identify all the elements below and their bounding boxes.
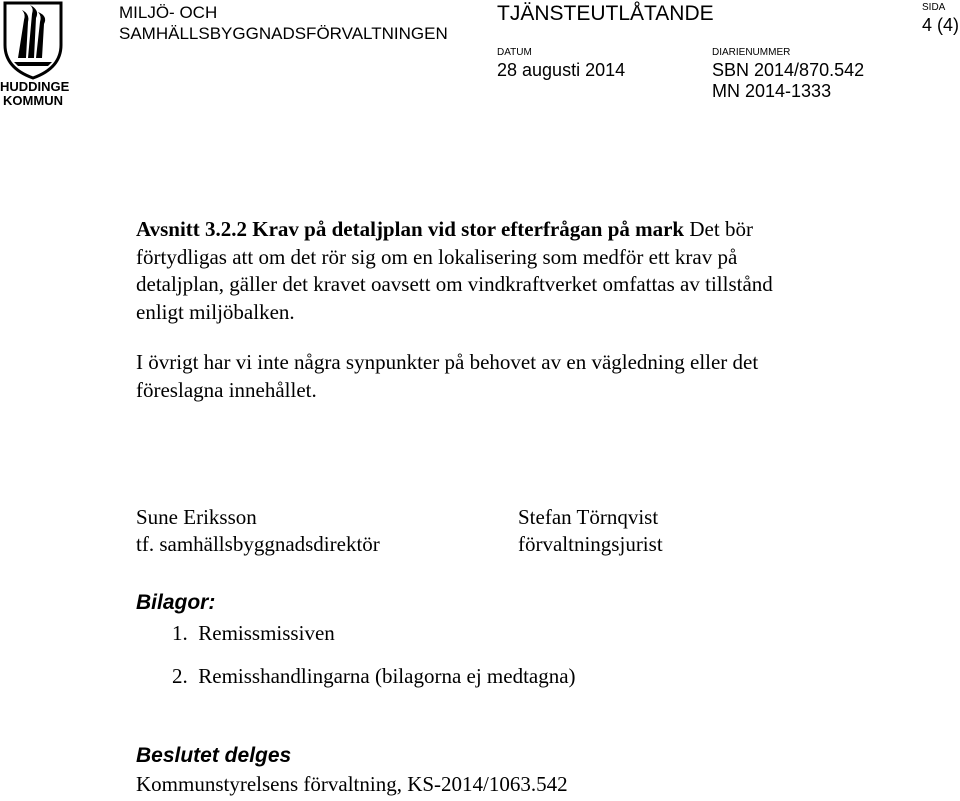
attachments-heading: Bilagor:: [136, 591, 216, 614]
page-label: SIDA: [922, 2, 946, 13]
paragraph-1-text: Det bör förtydligas att om det rör sig om en lokalisering som medför ett krav på detaljplan, gäller det kravet oavsett om vindkraftverket omfattas av tillstånd enligt miljöbalken.: [136, 217, 773, 324]
logo-text-line1: HUDDINGE: [0, 79, 70, 94]
department-line2: SAMHÄLLSBYGGNADSFÖRVALTNINGEN: [119, 24, 448, 43]
paragraph-ovrigt: I övrigt har vi inte några synpunkter på behovet av en vägledning eller det föreslagna innehållet.: [136, 350, 759, 402]
diarie-number-1: SBN 2014/870.542: [712, 60, 865, 80]
decision-recipient: Kommunstyrelsens förvaltning, KS-2014/1063.542: [136, 772, 568, 796]
logo-text-line2: KOMMUN: [3, 93, 63, 108]
date-value: 28 augusti 2014: [497, 60, 626, 80]
document-type: TJÄNSTEUTLÅTANDE: [497, 2, 714, 25]
municipality-logo: [0, 0, 70, 110]
date-label: DATUM: [497, 47, 532, 58]
diarie-label: DIARIENUMMER: [712, 47, 791, 58]
page-number: 4 (4): [922, 15, 960, 35]
attachment-item: 2. Remisshandlingarna (bilagorna ej medtagna): [172, 664, 576, 688]
signature-right: [518, 504, 663, 558]
department-line1: MILJÖ- OCH: [119, 3, 218, 22]
paragraph-detaljplan: [136, 216, 816, 326]
signature-left: [136, 504, 380, 558]
signatory-name-right: Stefan Törnqvist: [518, 505, 659, 529]
signatory-title-right: förvaltningsjurist: [518, 532, 663, 556]
coat-of-arms-icon: [0, 0, 66, 80]
decision-heading: Beslutet delges: [136, 744, 292, 767]
signatory-title-left: tf. samhällsbyggnadsdirektör: [136, 532, 380, 556]
department-name: [119, 2, 448, 44]
section-heading: Avsnitt 3.2.2 Krav på detaljplan vid stor efterfrågan på mark: [136, 217, 685, 241]
diarie-number-2: MN 2014-1333: [712, 81, 832, 101]
attachment-item: 1. Remissmissiven: [172, 621, 335, 645]
signatory-name-left: Sune Eriksson: [136, 505, 257, 529]
